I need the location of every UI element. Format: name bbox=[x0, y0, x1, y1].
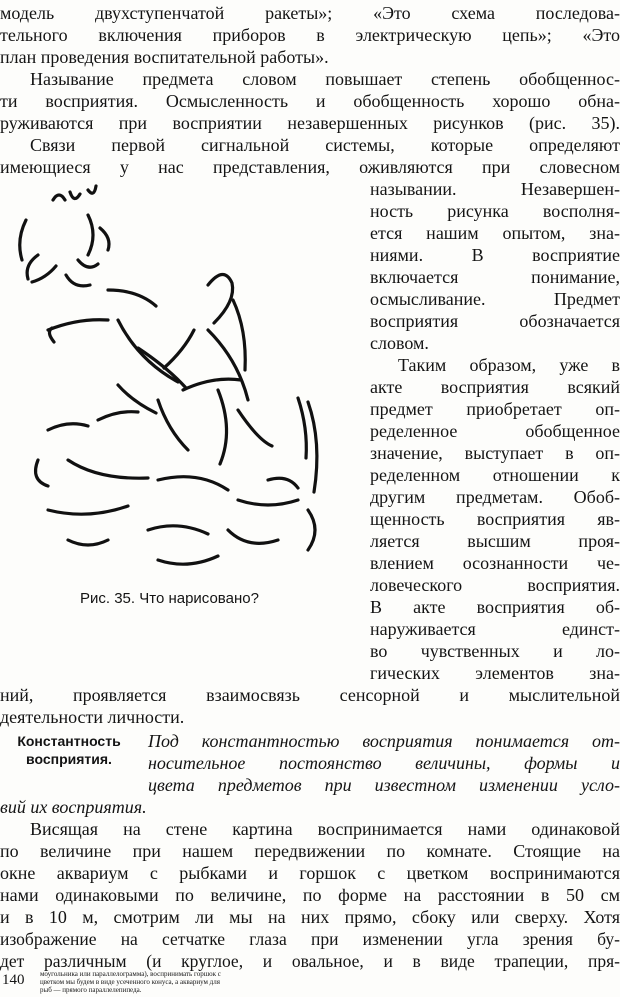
column-line: ловеческого восприятия. bbox=[370, 575, 620, 595]
text-line: рыб — прямого параллелепипеда. bbox=[40, 986, 142, 994]
text-line: ти восприятия. Осмысленность и обобщенность хорошо обна- bbox=[0, 91, 620, 111]
column-line: восприятия обозначается bbox=[370, 311, 620, 331]
text-line: ний, проявляется взаимосвязь сенсорной и мыслительной bbox=[0, 685, 620, 705]
definition-line: цвета предметов при известном изменении усло- bbox=[148, 775, 620, 795]
page-number: 140 bbox=[2, 972, 25, 988]
side-heading: Константность восприятия. bbox=[17, 733, 121, 767]
column-line: щенность восприятия яв- bbox=[370, 509, 620, 529]
column-line: осмысливание. Предмет bbox=[370, 289, 620, 309]
text-line: изображение на сетчатке глаза при изменении угла зрения бу- bbox=[0, 929, 620, 949]
text-line: тельного включения приборов в электрическую цепь»; «Это bbox=[0, 25, 620, 45]
column-line: ется нашим опытом, зна- bbox=[370, 223, 620, 243]
column-line: ределенном отношении к bbox=[370, 465, 620, 485]
text-line: план проведения воспитательной работы». bbox=[0, 47, 329, 67]
column-line: наруживается единст- bbox=[370, 619, 620, 639]
column-line: ляется высшим проя- bbox=[370, 531, 620, 551]
text-line: руживаются при восприятии незавершенных рисунков (рис. 35). bbox=[0, 113, 620, 133]
text-line: цветком мы будем в виде усеченного конуса, а аквариум для bbox=[40, 978, 220, 986]
text-line: модель двухступенчатой ракеты»; «Это схема последова- bbox=[0, 3, 620, 23]
definition-line: вий их восприятия. bbox=[0, 797, 147, 817]
final-paragraph-tail bbox=[40, 970, 620, 994]
column-line: ниями. В восприятие bbox=[370, 245, 620, 265]
column-line: влением осознанности че- bbox=[370, 553, 620, 573]
text-line: и в 10 м, смотрим ли мы на них прямо, сбоку или сверху. Хотя bbox=[0, 907, 620, 927]
text-line: нами одинаковыми по величине, по форме на расстоянии в 50 см bbox=[0, 885, 620, 905]
column-line: ность рисунка восполня- bbox=[370, 201, 620, 221]
text-line: имеющиеся у нас представления, оживляются при словесном bbox=[0, 157, 620, 177]
column-line: Таким образом, уже в bbox=[398, 355, 620, 375]
sketch-image bbox=[8, 180, 358, 580]
text-line: Висящая на стене картина воспринимается нами одинаковой bbox=[30, 819, 620, 839]
column-line: включается понимание, bbox=[370, 267, 620, 287]
column-line: назывании. Незавершен- bbox=[370, 179, 620, 199]
column-line: акте восприятия всякий bbox=[370, 377, 620, 397]
column-line: ределенное обобщенное bbox=[370, 421, 620, 441]
column-line: предмет приобретает оп- bbox=[370, 399, 620, 419]
text-line: Связи первой сигнальной системы, которые определяют bbox=[30, 135, 620, 155]
column-line: другим предметам. Обоб- bbox=[370, 487, 620, 507]
column-line: В акте восприятия об- bbox=[370, 597, 620, 617]
text-line: Называние предмета словом повышает степень обобщеннос- bbox=[30, 69, 620, 89]
column-line: словом. bbox=[370, 333, 429, 353]
text-line: дет различным (и круглое, и овальное, и в виде трапеции, пря- bbox=[0, 951, 620, 971]
definition-line: Под константностью восприятия понимается от- bbox=[148, 731, 620, 751]
column-line: во чувственных и ло- bbox=[370, 641, 620, 661]
figure-caption: Рис. 35. Что нарисовано? bbox=[80, 590, 259, 607]
text-line: деятельности личности. bbox=[0, 707, 185, 727]
text-line: окне аквариум с рыбками и горшок с цветком воспринимаются bbox=[0, 863, 620, 883]
text-line: моугольника или параллелограмма), воспринимать горшок с bbox=[40, 970, 221, 978]
column-line: значение, выступает в оп- bbox=[370, 443, 620, 463]
incomplete-drawing-figure bbox=[8, 180, 358, 580]
text-line: по величине при нашем передвижении по комнате. Стоящие на bbox=[0, 841, 620, 861]
column-line: гических элементов зна- bbox=[370, 663, 620, 683]
definition-line: носительное постоянство величины, формы и bbox=[148, 753, 620, 773]
